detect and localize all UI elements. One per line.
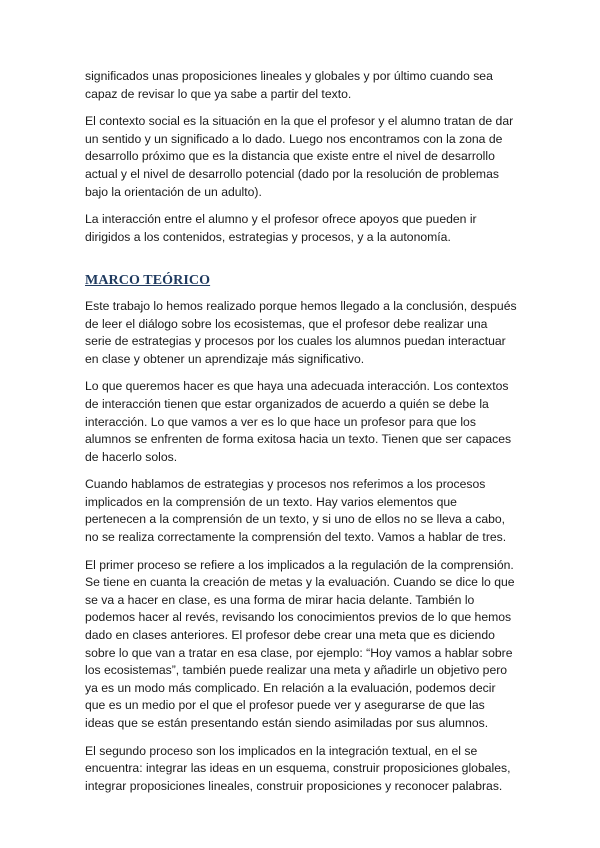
intro-paragraph-1: significados unas proposiciones lineales y globales y por último cuando sea capaz de revisar lo que ya sabe a partir del texto. — [85, 69, 493, 101]
section-paragraph-1: Este trabajo lo hemos realizado porque hemos llegado a la conclusión, después de leer el diálogo sobre los ecosistemas, que el profesor debe realizar una serie de estrategias y procesos por los cuales los alumnos puedan interactuar en clase y obtener un aprendizaje más significativo. — [85, 298, 517, 366]
section-heading-marco-teorico: MARCO TEÓRICO — [85, 273, 211, 289]
section-paragraph-4: El primer proceso se refiere a los implicados a la regulación de la comprensión. Se tiene en cuanta la creación de metas y la evaluación. Cuando se dice lo que se va a hacer en clase, es una forma de mirar hacia delante. También lo podemos hacer al revés, revisando los conocimientos previos de lo que hemos dado en clases anteriores. El profesor debe crear una meta que es diciendo sobre lo que van a tratar en esa clase, por ejemplo: “Hoy vamos a hablar sobre los ecosistemas”, también puede realizar una meta y añadirle un objetivo pero ya es un modo más complicado. En relación a la evaluación, podemos decir que es un medio por el que el profesor puede ver y asegurarse de que las ideas que se están presentando están siendo asimiladas por sus alumnos. — [85, 557, 515, 730]
section-paragraph-3: Cuando hablamos de estrategias y procesos nos referimos a los procesos implicados en la comprensión de un texto. Hay varios elementos que pertenecen a la comprensión de un texto, y si uno de ellos no se lleva a cabo, no se realiza correctamente la comprensión del texto. Vamos a hablar de tres. — [85, 477, 507, 545]
document-page — [85, 68, 517, 805]
intro-paragraph-3: La interacción entre el alumno y el profesor ofrece apoyos que pueden ir dirigidos a los contenidos, estrategias y procesos, y a la autonomía. — [85, 212, 477, 244]
section-paragraph-2: Lo que queremos hacer es que haya una adecuada interacción. Los contextos de interacción tienen que estar organizados de acuerdo a quién se debe la interacción. Lo que vamos a ver es lo que hace un profesor para que los alumnos se enfrenten de forma exitosa hacia un texto. Tienen que ser capaces de hacerlo solos. — [85, 379, 512, 464]
section-paragraph-5: El segundo proceso son los implicados en la integración textual, en el se encuentra: integrar las ideas en un esquema, construir proposiciones globales, integrar proposiciones lineales, construir proposiciones y reconocer palabras. — [85, 743, 511, 793]
intro-paragraph-2: El contexto social es la situación en la que el profesor y el alumno tratan de dar un sentido y un significado a lo dado. Luego nos encontramos con la zona de desarrollo próximo que es la distancia que existe entre el nivel de desarrollo actual y el nivel de desarrollo potencial (dado por la resolución de problemas bajo la orientación de un adulto). — [85, 114, 514, 199]
